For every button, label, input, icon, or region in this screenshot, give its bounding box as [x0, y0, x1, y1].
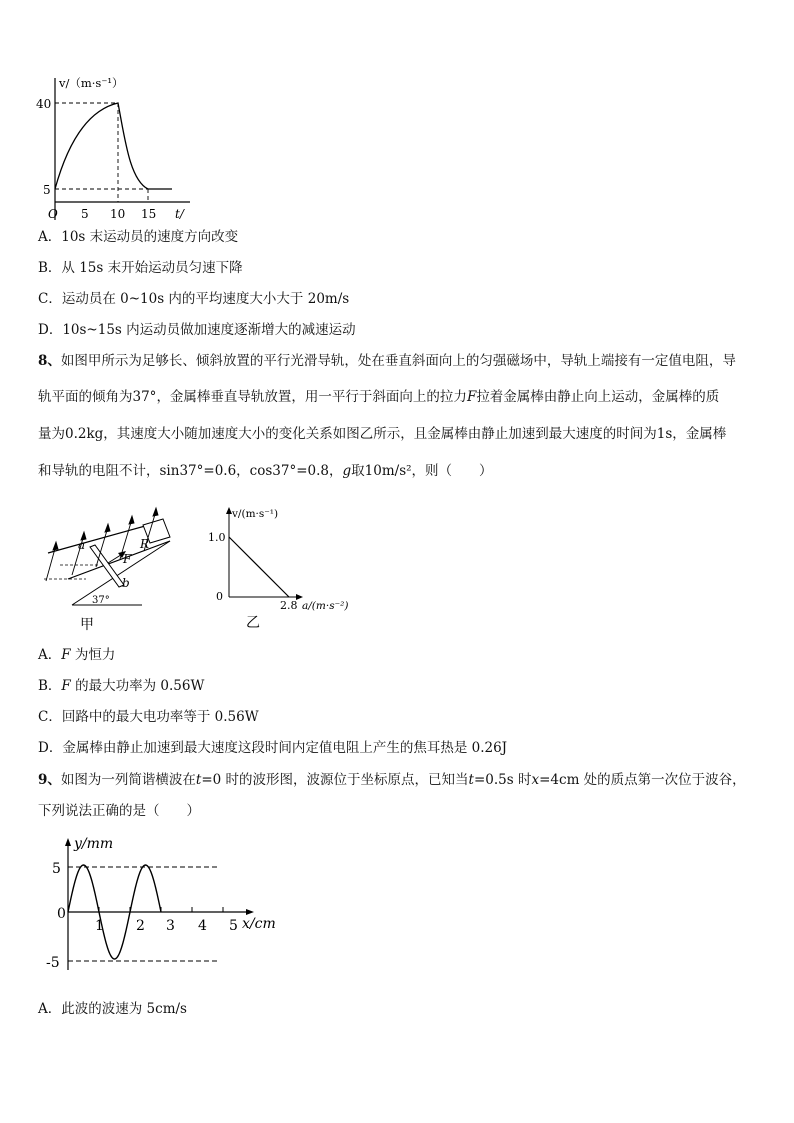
x-axis-arrowhead [246, 909, 254, 915]
force-symbol: F [466, 389, 477, 405]
y-axis-label: v/（m·s⁻¹） [59, 76, 124, 90]
q7-option-a [38, 227, 238, 247]
stem-text: =0.6，cos [203, 463, 273, 479]
option-letter: A． [38, 647, 62, 663]
fig-jia-incline-rails [38, 505, 188, 635]
origin-label: O [48, 207, 58, 221]
x-axis-label: x/cm [242, 916, 276, 932]
stem-text: =4cm 处的质点第一次位于波谷， [539, 772, 746, 788]
label-b: b [122, 576, 130, 590]
y-axis-arrowhead [65, 838, 71, 846]
stem-text: ，金属棒垂直导轨放置，用一平行于斜面向上的拉力 [156, 389, 467, 405]
angle-value: 37° [179, 463, 204, 479]
option-text: 回路中的最大电功率等于 0.56W [61, 709, 259, 725]
q9-stem-line-1 [38, 770, 746, 790]
stem-text: =0.5s 时 [473, 772, 532, 788]
option-letter: D． [38, 322, 63, 338]
line-mark [229, 537, 289, 597]
x-tick-1: 1 [95, 918, 104, 934]
origin-label: 0 [216, 590, 223, 603]
stem-text: 取10m/s²，则（ ） [351, 463, 493, 479]
option-text: 10s~15s 内运动员做加速度逐渐增大的减速运动 [62, 322, 356, 338]
stem-text: 拉着金属棒由静止向上运动，金属棒的质 [476, 389, 720, 405]
option-text: 从 15s 末开始运动员匀速下降 [61, 260, 243, 276]
time-symbol: t [468, 772, 474, 788]
metal-rod [90, 545, 124, 587]
stem-text: 如图甲所示为足够长、倾斜放置的平行光滑导轨，处在垂直斜面向上的匀强磁场中，导轨上端接有一定值电阻，导 [60, 353, 736, 369]
option-text: 10s 末运动员的速度方向改变 [61, 229, 239, 245]
y-axis-label: v/(m·s⁻¹) [232, 508, 279, 520]
option-letter: B． [38, 260, 62, 276]
q8-option-d [38, 738, 507, 758]
option-text: 金属棒由静止加速到最大速度这段时间内定值电阻上产生的焦耳热是 0.26J [62, 740, 508, 756]
q8-stem-line-3 [38, 424, 726, 444]
question-number: 9、 [38, 772, 61, 788]
origin-label: 0 [57, 906, 66, 922]
q9-option-a [38, 999, 187, 1019]
option-letter: D． [38, 740, 63, 756]
option-letter: C． [38, 291, 62, 307]
stem-text: 如图为一列简谐横波在 [60, 772, 196, 788]
q8-option-c [38, 707, 259, 727]
label-f: F [123, 552, 132, 566]
question-number: 8、 [38, 353, 61, 369]
q8-stem-line-1 [38, 351, 736, 371]
stem-text: 轨平面的倾角为 [38, 389, 133, 405]
x-tick-10: 10 [110, 207, 126, 221]
angle-label: 37° [92, 595, 110, 606]
stem-text: 下列说法正确的是（ ） [38, 803, 200, 819]
y-tick-5: 5 [52, 861, 61, 877]
option-text: 此波的波速为 5cm/s [61, 1001, 187, 1017]
y-tick-5: 5 [43, 183, 51, 197]
x-axis-label: t/ [175, 207, 184, 221]
q8-option-b [38, 676, 204, 696]
x-tick-15: 15 [141, 207, 157, 221]
option-letter: C． [38, 709, 62, 725]
caption-yi: 乙 [246, 615, 260, 631]
label-r: R [140, 537, 150, 551]
option-symbol: F [61, 678, 71, 694]
position-symbol: x [531, 772, 540, 788]
stem-text: 量为0.2kg，其速度大小随加速度大小的变化关系如图乙所示，且金属棒由静止加速到最大速度的时间为1s，金属棒 [38, 426, 727, 442]
q8-option-a [38, 645, 115, 665]
x-tick-5: 5 [81, 207, 89, 221]
incline-line [72, 541, 170, 605]
option-text: 的最大功率为 0.56W [70, 678, 205, 694]
fig-yi-v-a-graph [206, 505, 366, 635]
x-tick-5: 5 [229, 918, 238, 934]
q7-option-d [38, 320, 356, 340]
option-text: 运动员在 0~10s 内的平均速度大小大于 20m/s [61, 291, 350, 307]
gravity-symbol: g [342, 463, 352, 479]
q7-option-c [38, 289, 349, 309]
velocity-curve [55, 103, 172, 189]
option-letter: B． [38, 678, 62, 694]
wave-graph [38, 830, 298, 980]
x-tick-2: 2 [136, 918, 145, 934]
x-tick-4: 4 [198, 918, 207, 934]
option-symbol: F [61, 647, 71, 663]
stem-text: =0.8， [296, 463, 343, 479]
option-text: 为恒力 [70, 647, 116, 663]
stem-text: =0 时的波形图，波源位于坐标原点，已知当 [201, 772, 469, 788]
q8-stem-line-2 [38, 387, 719, 407]
y-axis-label: y/mm [74, 836, 114, 852]
q8-stem-line-4 [38, 461, 493, 481]
label-a: a [78, 538, 86, 552]
y-tick-neg5: -5 [46, 955, 60, 971]
caption-jia: 甲 [80, 617, 94, 633]
x-tick-3: 3 [166, 918, 175, 934]
vt-graph [30, 70, 200, 225]
angle-value: 37° [132, 389, 157, 405]
stem-text: 和导轨的电阻不计，sin [38, 463, 180, 479]
y-value-label: 1.0 [208, 531, 226, 544]
x-axis-label: a/(m·s⁻²) [302, 600, 349, 612]
q9-stem-line-2 [38, 801, 200, 821]
x-value-label: 2.8 [280, 599, 298, 612]
time-symbol: t [195, 772, 202, 788]
y-tick-40: 40 [36, 97, 52, 111]
option-letter: A． [38, 1001, 62, 1017]
option-letter: A． [38, 229, 62, 245]
angle-value: 37° [272, 463, 297, 479]
q7-option-b [38, 258, 243, 278]
